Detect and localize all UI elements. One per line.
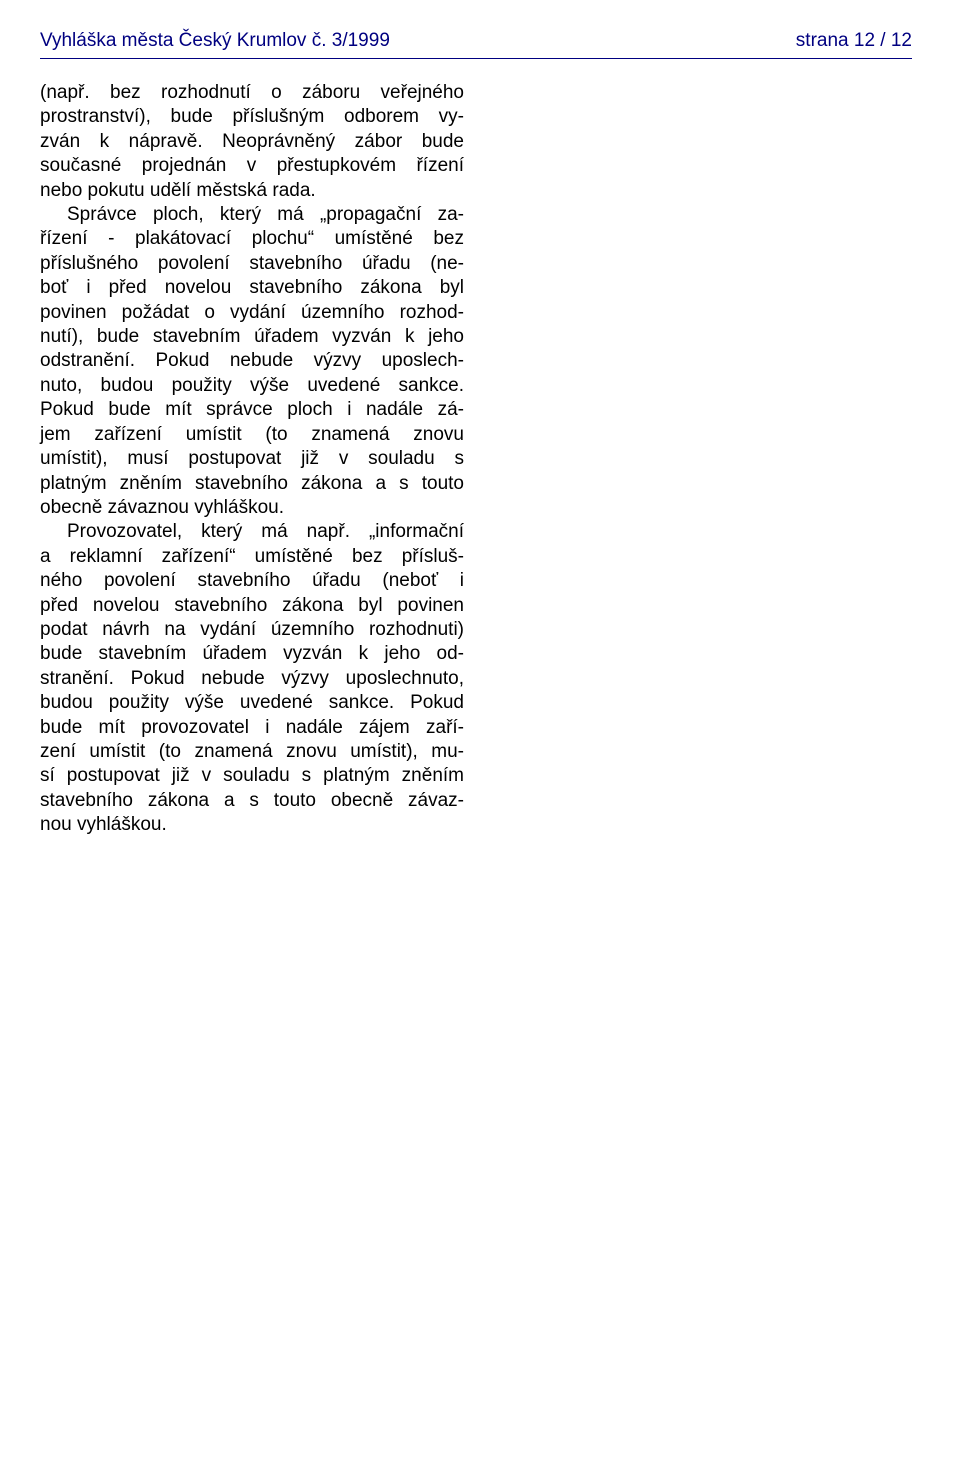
- document-title: Vyhláška města Český Krumlov č. 3/1999: [40, 30, 390, 51]
- text-line: současné projednán v přestupkovém řízení: [40, 155, 464, 177]
- text-line: bude mít provozovatel i nadále zájem zaří-: [40, 716, 464, 738]
- text-line: prostranství), bude příslušným odborem vy-: [40, 106, 464, 128]
- text-line: nou vyhláškou.: [40, 814, 167, 836]
- page-number: strana 12 / 12: [795, 30, 912, 51]
- text-line: platným zněním stavebního zákona a s touto: [40, 472, 464, 494]
- text-line: řízení - plakátovací plochu“ umístěné bez: [40, 228, 464, 250]
- text-line: zení umístit (to znamená znovu umístit), mu-: [40, 740, 464, 762]
- text-line: povinen požádat o vydání územního rozhod-: [40, 301, 464, 323]
- page-header: [40, 28, 912, 54]
- text-line: nutí), bude stavebním úřadem vyzván k jeho: [40, 326, 464, 348]
- text-line: nuto, budou použity výše uvedené sankce.: [40, 374, 464, 396]
- text-line: stranění. Pokud nebude výzvy uposlechnuto,: [40, 667, 464, 689]
- text-line: umístit), musí postupovat již v souladu s: [40, 448, 464, 470]
- text-line: a reklamní zařízení“ umístěné bez přísluš-: [40, 545, 464, 567]
- text-line: odstranění. Pokud nebude výzvy uposlech-: [40, 350, 464, 372]
- text-line: ného povolení stavebního úřadu (neboť i: [40, 570, 464, 592]
- text-column: [40, 81, 464, 838]
- header-divider: [40, 58, 912, 59]
- text-line: příslušného povolení stavebního úřadu (ne-: [40, 252, 464, 274]
- text-line: Správce ploch, který má „propagační za-: [67, 204, 464, 226]
- text-line: jem zařízení umístit (to znamená znovu: [40, 423, 464, 445]
- text-line: boť i před novelou stavebního zákona byl: [40, 277, 464, 299]
- text-line: zván k nápravě. Neoprávněný zábor bude: [40, 130, 464, 152]
- text-line: stavebního zákona a s touto obecně závaz-: [40, 789, 464, 811]
- text-line: bude stavebním úřadem vyzván k jeho od-: [40, 643, 464, 665]
- text-line: obecně závaznou vyhláškou.: [40, 496, 284, 518]
- text-line: před novelou stavebního zákona byl povinen: [40, 594, 464, 616]
- text-line: budou použity výše uvedené sankce. Pokud: [40, 692, 464, 714]
- text-line: sí postupovat již v souladu s platným zněním: [40, 765, 464, 787]
- text-line: (např. bez rozhodnutí o záboru veřejného: [40, 82, 464, 103]
- text-line: podat návrh na vydání územního rozhodnuti): [40, 618, 464, 640]
- text-line: Pokud bude mít správce ploch i nadále zá-: [40, 399, 464, 421]
- text-line: Provozovatel, který má např. „informační: [67, 521, 464, 543]
- text-line: nebo pokutu udělí městská rada.: [40, 179, 316, 201]
